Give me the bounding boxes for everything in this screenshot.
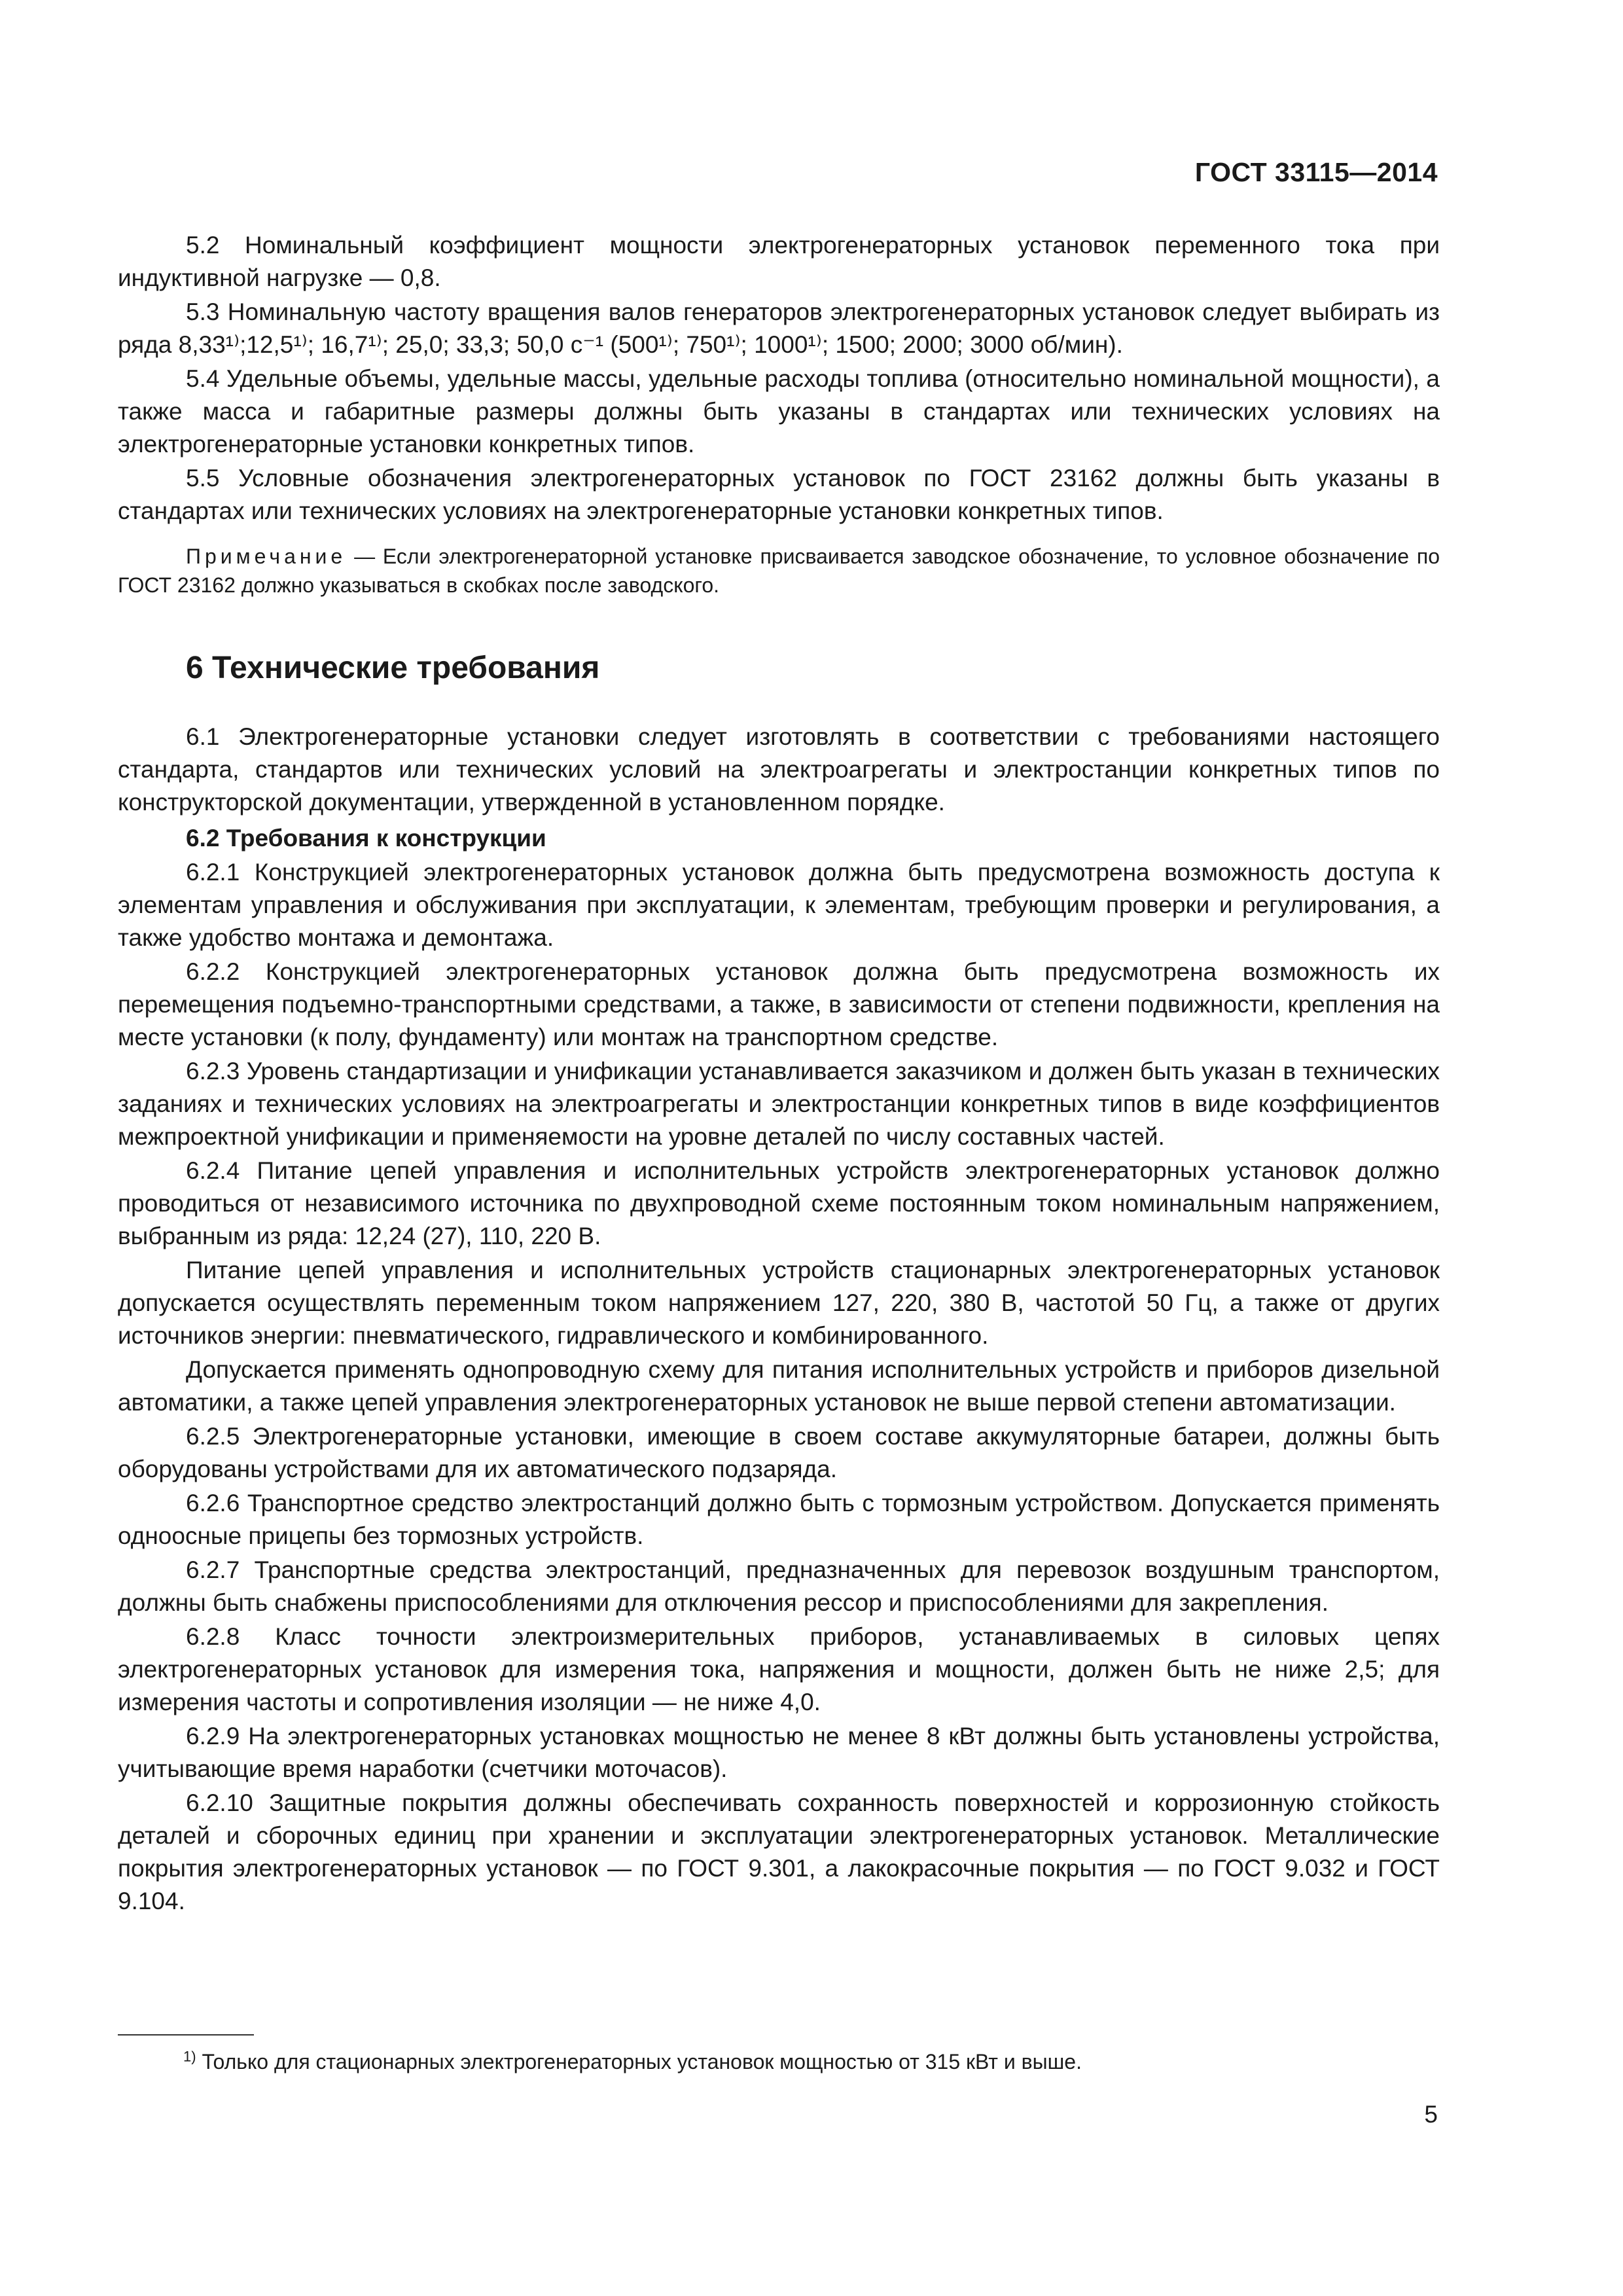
page-content	[118, 229, 1440, 1918]
paragraph-6-2-5: 6.2.5 Электрогенераторные установки, имеющие в своем составе аккумуляторные батареи, должны быть оборудованы устройствами для их автоматического подзаряда.	[118, 1423, 1440, 1482]
document-header: ГОСТ 33115—2014	[1194, 157, 1438, 187]
paragraph-6-2-4-cont-1: Питание цепей управления и исполнительных устройств стационарных электрогенераторных установок допускается осуществлять переменным током напряжением 127, 220, 380 В, частотой 50 Гц, а также от других источников энергии: пневматического, гидравлического и комбинированного.	[118, 1257, 1440, 1349]
footnote-divider	[118, 2034, 254, 2036]
paragraph-6-2-8: 6.2.8 Класс точности электроизмерительных приборов, устанавливаемых в силовых цепях электрогенераторных установок для измерения тока, напряжения и мощности, должен быть не ниже 2,5; для измерения частоты и сопротивления изоляции — не ниже 4,0.	[118, 1623, 1440, 1715]
subsection-6-2-title: 6.2 Требования к конструкции	[186, 825, 546, 852]
section-6-title: 6 Технические требования	[186, 651, 600, 685]
paragraph-6-2-2: 6.2.2 Конструкцией электрогенераторных установок должна быть предусмотрена возможность их перемещения подъемно-транспортными средствами, а также, в зависимости от степени подвижности, крепления на месте установки (к полу, фундаменту) или монтаж на транспортном средстве.	[118, 958, 1440, 1050]
paragraph-6-2-6: 6.2.6 Транспортное средство электростанций должно быть с тормозным устройством. Допускается применять одноосные прицепы без тормозных устройств.	[118, 1490, 1440, 1549]
footnote	[183, 2047, 1082, 2076]
paragraph-6-2-10: 6.2.10 Защитные покрытия должны обеспечивать сохранность поверхностей и коррозионную стойкость деталей и сборочных единиц при хранении и эксплуатации электрогенераторных установок. Металлические покрытия электрогенераторных установок — по ГОСТ 9.301, а лакокрасочные покрытия — по ГОСТ 9.032 и ГОСТ 9.104.	[118, 1789, 1440, 1914]
paragraph-6-2-1: 6.2.1 Конструкцией электрогенераторных установок должна быть предусмотрена возможность доступа к элементам управления и обслуживания при эксплуатации, к элементам, требующим проверки и регулирования, а также удобство монтажа и демонтажа.	[118, 859, 1440, 951]
note	[118, 542, 1440, 600]
paragraph-5-4: 5.4 Удельные объемы, удельные массы, удельные расходы топлива (относительно номинальной мощности), а также масса и габаритные размеры должны быть указаны в стандартах или технических условиях на электрогенераторные установки конкретных типов.	[118, 365, 1440, 457]
paragraph-6-2-3: 6.2.3 Уровень стандартизации и унификации устанавливается заказчиком и должен быть указан в технических заданиях и технических условиях на электроагрегаты и электростанции конкретных типов в виде коэффициентов межпроектной унификации и применяемости на уровне деталей по числу составных частей.	[118, 1058, 1440, 1150]
footnote-text: Только для стационарных электрогенераторных установок мощностью от 315 кВт и выше.	[202, 2050, 1082, 2073]
page-number: 5	[1424, 2101, 1438, 2128]
paragraph-6-2-7: 6.2.7 Транспортные средства электростанций, предназначенных для перевозок воздушным транспортом, должны быть снабжены приспособлениями для отключения рессор и приспособлениями для закрепления.	[118, 1556, 1440, 1616]
note-text: — Если электрогенераторной установке присваивается заводское обозначение, то условное обозначение по ГОСТ 23162 должно указываться в скобках после заводского.	[118, 545, 1440, 597]
paragraph-6-2-4: 6.2.4 Питание цепей управления и исполнительных устройств электрогенераторных установок должно проводиться от независимого источника по двухпроводной схеме постоянным током номинальным напряжением, выбранным из ряда: 12,24 (27), 110, 220 В.	[118, 1157, 1440, 1249]
paragraph-5-3: 5.3 Номинальную частоту вращения валов генераторов электрогенераторных установок следует выбирать из ряда 8,33¹⁾;12,5¹⁾; 16,7¹⁾; 25,0; 33,3; 50,0 с⁻¹ (500¹⁾; 750¹⁾; 1000¹⁾; 1500; 2000; 3000 об/мин).	[118, 298, 1440, 358]
paragraph-5-2: 5.2 Номинальный коэффициент мощности электрогенераторных установок переменного тока при индуктивной нагрузке — 0,8.	[118, 232, 1440, 291]
footnote-marker: 1)	[183, 2048, 196, 2065]
paragraph-6-2-4-cont-2: Допускается применять однопроводную схему для питания исполнительных устройств и приборов дизельной автоматики, а также цепей управления электрогенераторных установок не выше первой степени автоматизации.	[118, 1356, 1440, 1416]
paragraph-5-5: 5.5 Условные обозначения электрогенераторных установок по ГОСТ 23162 должны быть указаны в стандартах или технических условиях на электрогенераторные установки конкретных типов.	[118, 465, 1440, 524]
paragraph-6-1: 6.1 Электрогенераторные установки следует изготовлять в соответствии с требованиями настоящего стандарта, стандартов или технических условий на электроагрегаты и электростанции конкретных типов по конструкторской документации, утвержденной в установленном порядке.	[118, 723, 1440, 816]
note-label: Примечание	[186, 545, 347, 568]
paragraph-6-2-9: 6.2.9 На электрогенераторных установках мощностью не менее 8 кВт должны быть установлены устройства, учитывающие время наработки (счетчики моточасов).	[118, 1723, 1440, 1782]
